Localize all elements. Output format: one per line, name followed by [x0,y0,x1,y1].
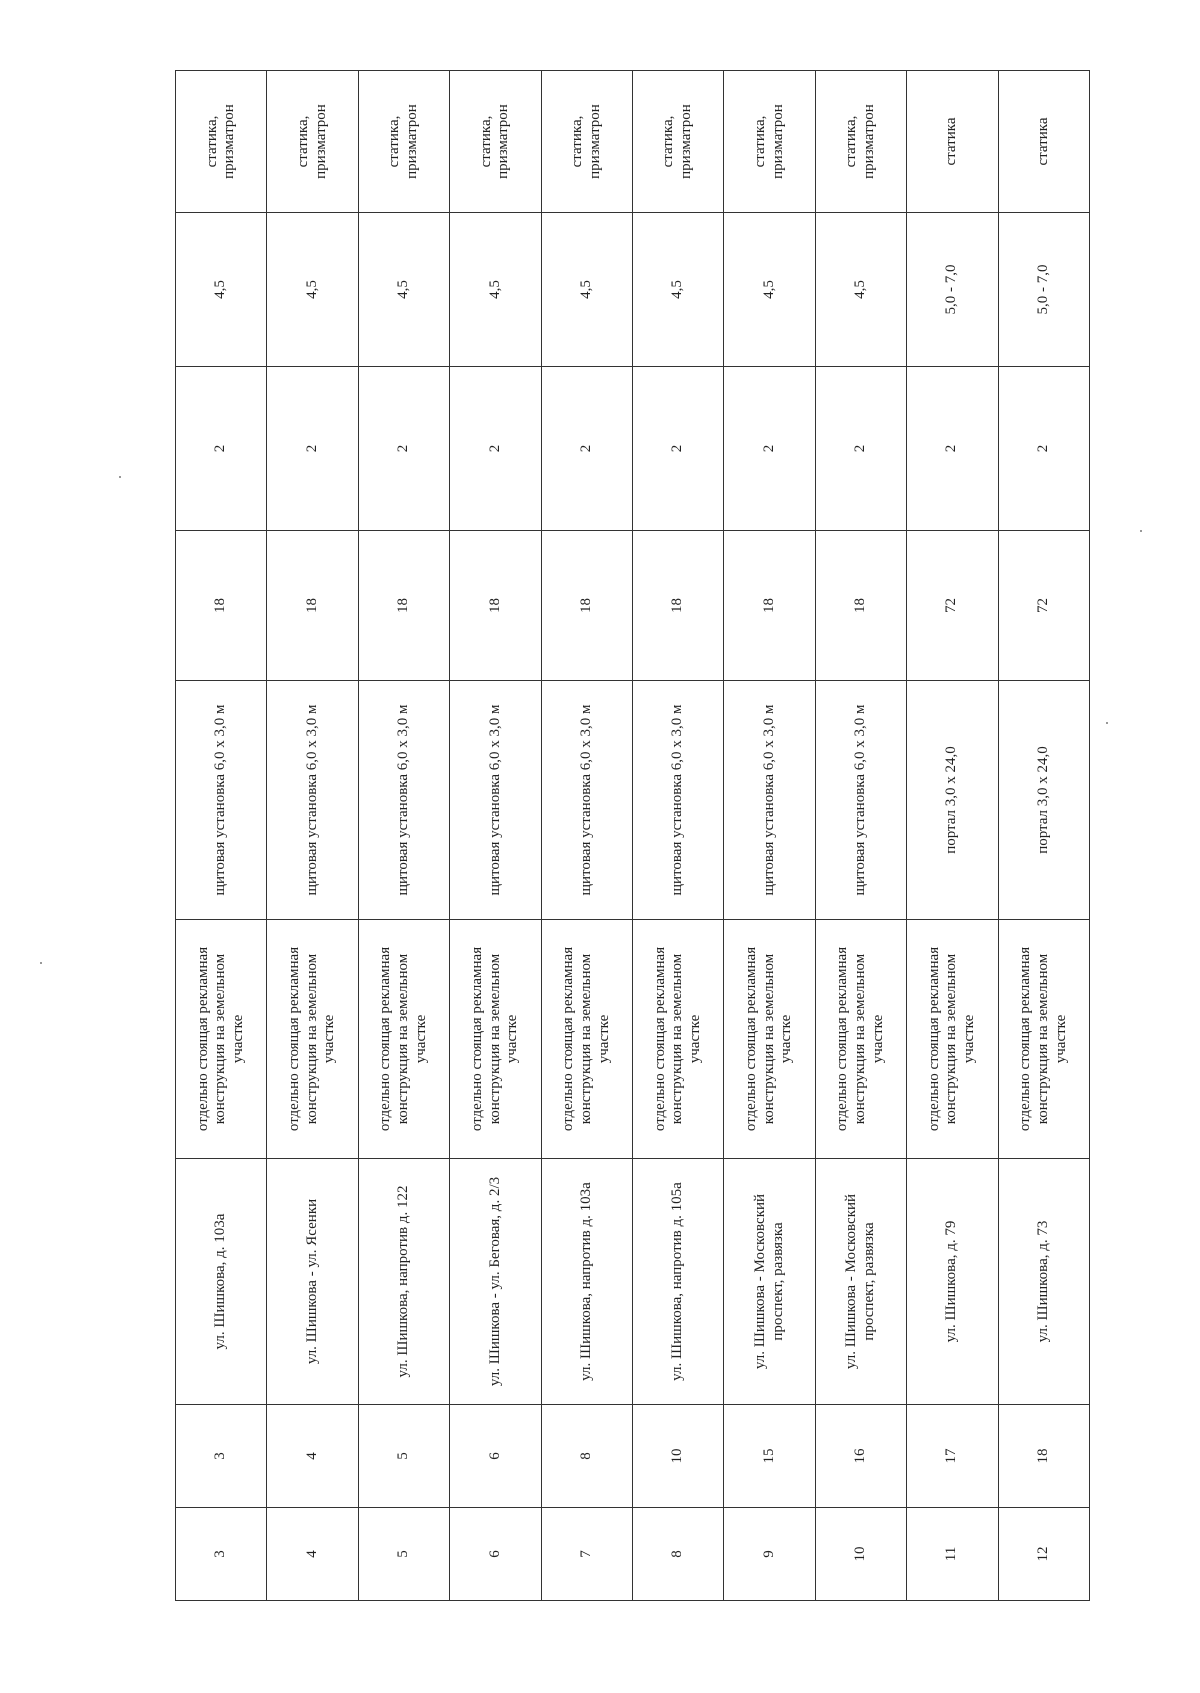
structure-type-cell: отдельно стоящая рекламная конструкция на земельном участке [541,920,632,1159]
structure-type-cell: отдельно стоящая рекламная конструкция на земельном участке [358,920,449,1159]
table-row [815,71,906,1601]
sides-cell: 2 [358,367,449,531]
table-row [724,71,815,1601]
structure-number-cell: 18 [998,1405,1089,1508]
sides-cell: 2 [450,367,541,531]
area-cell: 18 [358,531,449,681]
structure-type-cell: отдельно стоящая рекламная конструкция на земельном участке [907,920,998,1159]
table-row [541,71,632,1601]
row-index-cell: 12 [998,1508,1089,1601]
sides-cell: 2 [998,367,1089,531]
sides-cell: 2 [907,367,998,531]
address-cell: ул. Шишкова, напротив д. 122 [358,1159,449,1405]
address-cell: ул. Шишкова, д. 73 [998,1159,1089,1405]
structure-type-cell: отдельно стоящая рекламная конструкция на земельном участке [176,920,267,1159]
format-cell: щитовая установка 6,0 х 3,0 м [176,681,267,920]
table-row [176,71,267,1601]
address-cell: ул. Шишкова - ул. Беговая, д. 2/3 [450,1159,541,1405]
address-cell: ул. Шишкова, д. 79 [907,1159,998,1405]
row-index-cell: 11 [907,1508,998,1601]
structure-number-cell: 8 [541,1405,632,1508]
structure-number-cell: 4 [267,1405,358,1508]
area-cell: 18 [450,531,541,681]
sides-cell: 2 [267,367,358,531]
area-cell: 72 [998,531,1089,681]
scan-speck [40,962,42,964]
advertising-structures-table [175,70,1090,1601]
height-cell: 4,5 [358,213,449,367]
structure-number-cell: 6 [450,1405,541,1508]
structure-number-cell: 17 [907,1405,998,1508]
area-cell: 18 [632,531,723,681]
technology-cell: статика, призматрон [632,71,723,213]
table-row [358,71,449,1601]
area-cell: 18 [815,531,906,681]
technology-cell: статика, призматрон [267,71,358,213]
address-cell: ул. Шишкова - Московский проспект, развязка [815,1159,906,1405]
structure-number-cell: 16 [815,1405,906,1508]
format-cell: портал 3,0 х 24,0 [998,681,1089,920]
row-index-cell: 7 [541,1508,632,1601]
sides-cell: 2 [815,367,906,531]
structure-number-cell: 5 [358,1405,449,1508]
structure-number-cell: 10 [632,1405,723,1508]
rotated-page [175,71,1090,1601]
structure-type-cell: отдельно стоящая рекламная конструкция на земельном участке [815,920,906,1159]
area-cell: 18 [176,531,267,681]
height-cell: 5,0 - 7,0 [998,213,1089,367]
height-cell: 5,0 - 7,0 [907,213,998,367]
address-cell: ул. Шишкова, напротив д. 103а [541,1159,632,1405]
area-cell: 18 [724,531,815,681]
structure-type-cell: отдельно стоящая рекламная конструкция на земельном участке [632,920,723,1159]
table-row [450,71,541,1601]
scan-speck [1140,530,1142,532]
row-index-cell: 5 [358,1508,449,1601]
table-row [907,71,998,1601]
row-index-cell: 4 [267,1508,358,1601]
table-body [176,71,1090,1601]
technology-cell: статика, призматрон [724,71,815,213]
format-cell: щитовая установка 6,0 х 3,0 м [632,681,723,920]
structure-number-cell: 15 [724,1405,815,1508]
address-cell: ул. Шишкова, напротив д. 105а [632,1159,723,1405]
format-cell: щитовая установка 6,0 х 3,0 м [358,681,449,920]
address-cell: ул. Шишкова - ул. Ясенки [267,1159,358,1405]
area-cell: 72 [907,531,998,681]
row-index-cell: 6 [450,1508,541,1601]
structure-type-cell: отдельно стоящая рекламная конструкция на земельном участке [450,920,541,1159]
sides-cell: 2 [724,367,815,531]
format-cell: щитовая установка 6,0 х 3,0 м [815,681,906,920]
format-cell: щитовая установка 6,0 х 3,0 м [541,681,632,920]
table-row [998,71,1089,1601]
area-cell: 18 [267,531,358,681]
technology-cell: статика, призматрон [541,71,632,213]
structure-type-cell: отдельно стоящая рекламная конструкция на земельном участке [724,920,815,1159]
height-cell: 4,5 [176,213,267,367]
height-cell: 4,5 [541,213,632,367]
row-index-cell: 3 [176,1508,267,1601]
format-cell: щитовая установка 6,0 х 3,0 м [724,681,815,920]
technology-cell: статика, призматрон [176,71,267,213]
row-index-cell: 10 [815,1508,906,1601]
sides-cell: 2 [541,367,632,531]
technology-cell: статика, призматрон [358,71,449,213]
row-index-cell: 8 [632,1508,723,1601]
technology-cell: статика, призматрон [450,71,541,213]
sides-cell: 2 [632,367,723,531]
format-cell: портал 3,0 х 24,0 [907,681,998,920]
technology-cell: статика [907,71,998,213]
table-row [267,71,358,1601]
height-cell: 4,5 [450,213,541,367]
scan-speck [119,476,121,478]
structure-type-cell: отдельно стоящая рекламная конструкция на земельном участке [267,920,358,1159]
table-row [632,71,723,1601]
format-cell: щитовая установка 6,0 х 3,0 м [267,681,358,920]
sides-cell: 2 [176,367,267,531]
format-cell: щитовая установка 6,0 х 3,0 м [450,681,541,920]
technology-cell: статика, призматрон [815,71,906,213]
height-cell: 4,5 [267,213,358,367]
scan-speck [1106,722,1108,724]
technology-cell: статика [998,71,1089,213]
area-cell: 18 [541,531,632,681]
height-cell: 4,5 [632,213,723,367]
address-cell: ул. Шишкова - Московский проспект, развязка [724,1159,815,1405]
row-index-cell: 9 [724,1508,815,1601]
address-cell: ул. Шишкова, д. 103а [176,1159,267,1405]
structure-number-cell: 3 [176,1405,267,1508]
height-cell: 4,5 [815,213,906,367]
structure-type-cell: отдельно стоящая рекламная конструкция на земельном участке [998,920,1089,1159]
height-cell: 4,5 [724,213,815,367]
